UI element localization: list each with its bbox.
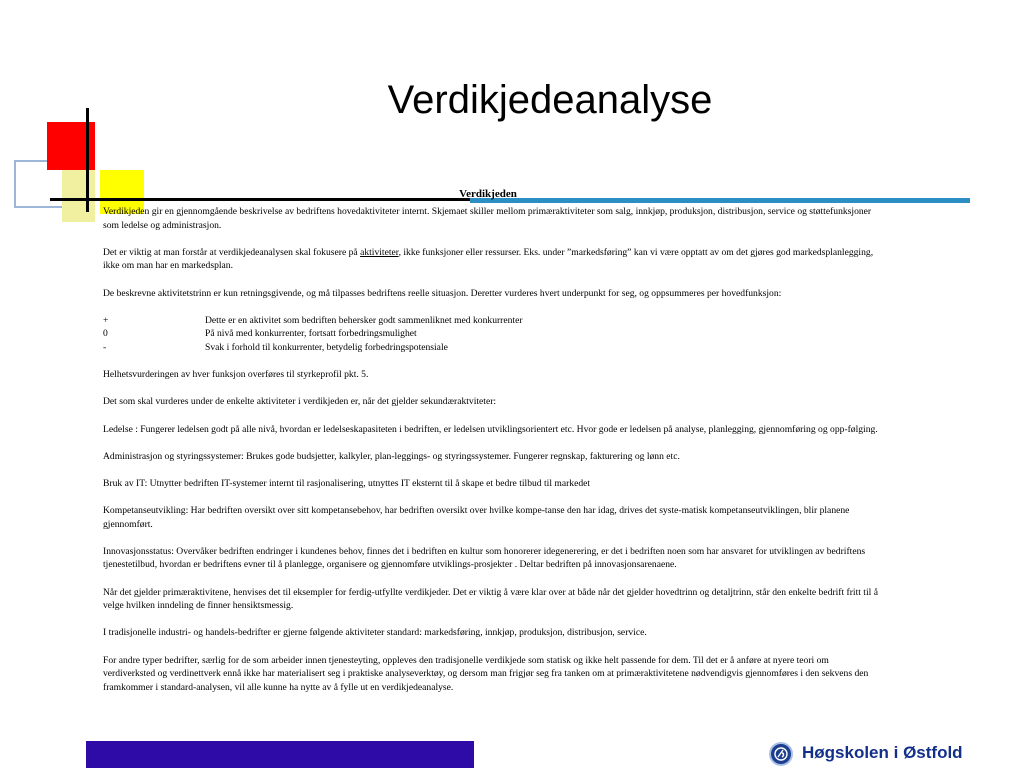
paragraph: Innovasjonsstatus: Overvåker bedriften endringer i kundenes behov, finnes det i bedriften en kultur som honorerer idegenerering, er det i bedriften noen som har ansvaret for utviklingen av bedriftens tjenestetilbud, hvordan er bedriftens evner til å planlegge, organisere og gjennomføre utviklings-prosjekter . Deltar bedriften på innovasjonsarenaene.: [103, 545, 866, 571]
scale-symbol: -: [103, 341, 107, 353]
college-logo-icon: [769, 742, 793, 766]
logo-mark-icon: [773, 746, 789, 762]
scale-row: [103, 314, 878, 328]
underlined-term: aktiviteter: [360, 246, 399, 258]
scale-description: På nivå med konkurrenter, fortsatt forbedringsmulighet: [205, 328, 417, 340]
scale-description: Svak i forhold til konkurrenter, betydelig forbedringspotensiale: [205, 341, 448, 353]
paragraph: Kompetanseutvikling: Har bedriften oversikt over sitt kompetansebehov, har bedriften oversikt over hvilke kompe-tanse den har idag, drives det syste-matisk kompetanseutviklingen, blir planene gjennomført.: [103, 505, 850, 530]
scale-row: [103, 341, 878, 355]
scale-symbol: +: [103, 314, 109, 326]
text-run: Det er viktig at man forstår at verdikjedeanalysen skal fokusere på: [103, 246, 361, 258]
paragraph: Bruk av IT: Utnytter bedriften IT-systemer internt til rasjonalisering, utnyttes IT eksternt til å skape et bedre tilbud til markedet: [103, 477, 591, 489]
scale-description: Dette er en aktivitet som bedriften behersker godt sammenliknet med konkurrenter: [205, 314, 523, 326]
footer-bar: [86, 741, 474, 768]
paragraph: Det som skal vurderes under de enkelte aktiviteter i verdikjeden er, når det gjelder sekundæraktviteter:: [103, 396, 497, 408]
decorative-pale-yellow-square: [62, 170, 95, 222]
paragraph: For andre typer bedrifter, særlig for de som arbeider innen tjenesteyting, oppleves den tradisjonelle verdikjede som statisk og ikke helt passende for dem. Til det er å anføre at nyere teori om verdiverksted og verdinettverk ennå ikke har materialisert seg i praktiske analyseverktøy, og dersom man frigjør seg fra tanken om at primæraktivitetene nødvendigvis gjennomføres i den sekvens den framkommer i standard-analysen, vil alle kunne ha nytte av å fylle ut en verdikjedeanalyse.: [103, 654, 869, 693]
document-heading: Verdikjeden: [459, 188, 517, 200]
rating-scale: [103, 314, 878, 355]
paragraph: Administrasjon og styringssystemer: Brukes gode budsjetter, kalkyler, plan-leggings- og styringssystemer. Fungerer regnskap, fakturering og lønn etc.: [103, 450, 680, 462]
scale-symbol: 0: [103, 328, 108, 340]
paragraph: De beskrevne aktivitetstrinn er kun retningsgivende, og må tilpasses bedriftens reelle situasjon. Deretter vurderes hvert underpunkt for seg, og oppsummeres per hovedfunksjon:: [103, 287, 782, 299]
paragraph: [103, 246, 878, 273]
text-run: , ikke funksjoner eller ressurser. Eks. under ”markedsføring” kan vi være opptatt av om det gjøres god markedsplanlegging, ikke om man har en markedsplan.: [103, 246, 874, 272]
paragraph: Helhetsvurderingen av hver funksjon overføres til styrkeprofil pkt. 5.: [103, 369, 369, 381]
decorative-vertical-line: [86, 108, 89, 212]
slide-title: Verdikjedeanalyse: [387, 78, 713, 122]
document-body: [103, 205, 878, 694]
school-name: Høgskolen i Østfold: [802, 743, 963, 762]
paragraph: Ledelse : Fungerer ledelsen godt på alle nivå, hvordan er ledelseskapasiteten i bedriften, er ledelsen utviklingsorientert etc. Hvor gode er ledelsen på analyse, planlegging, gjennomføring og opp-følging.: [103, 423, 878, 435]
paragraph: I tradisjonelle industri- og handels-bedrifter er gjerne følgende aktiviteter standard: markedsføring, innkjøp, produksjon, distribusjon, service.: [103, 627, 647, 639]
scale-row: [103, 327, 878, 341]
paragraph: Når det gjelder primæraktivitene, henvises det til eksempler for ferdig-utfyllte verdikjeder. Det er viktig å være klar over at både når det gjelder hovedtrinn og detaljtrinn, står den enkelte bedrift fritt til å velge hvilken inndeling de finner hensiktsmessig.: [103, 586, 878, 612]
paragraph: Verdikjeden gir en gjennomgående beskrivelse av bedriftens hovedaktiviteter internt. Skjemaet skiller mellom primæraktiviteter som salg, innkjøp, produksjon, distribusjon, service og støttefunksjoner som ledelse og administrasjon.: [103, 206, 872, 231]
